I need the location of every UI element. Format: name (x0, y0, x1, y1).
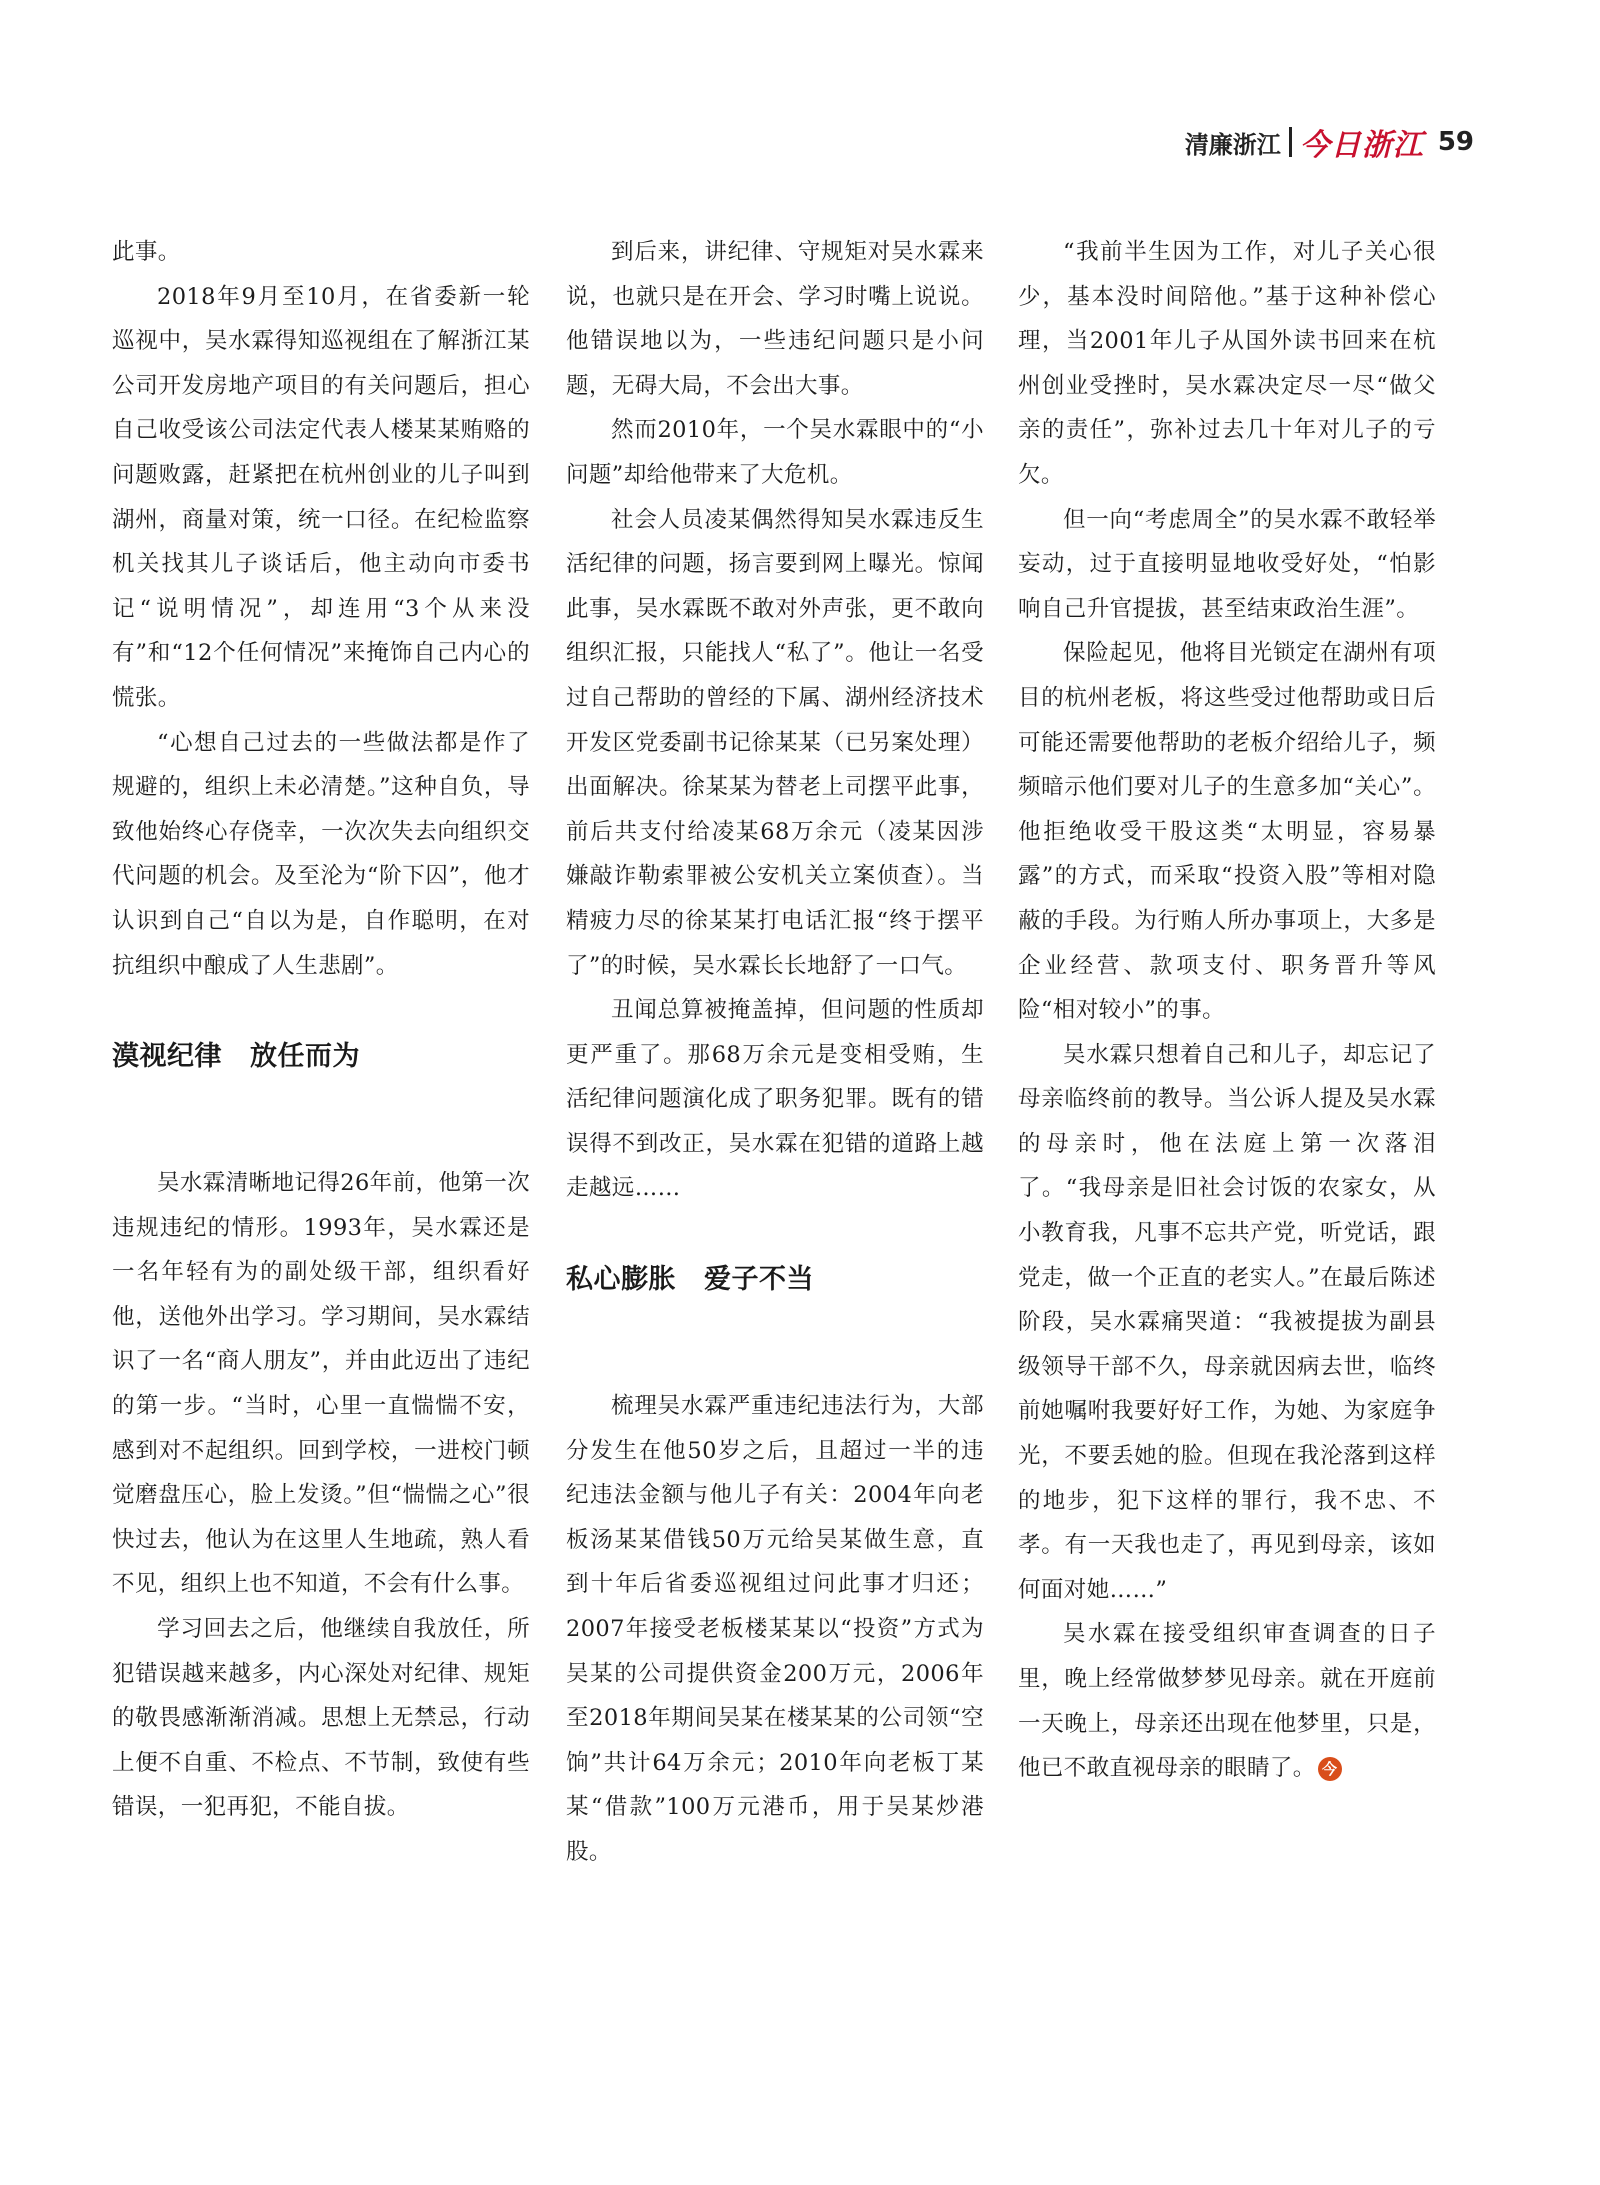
paragraph: 然而2010年，一个吴水霖眼中的“小问题”却给他带来了大危机。 (566, 417, 984, 488)
paragraph: 吴水霖清晰地记得26年前，他第一次违规违纪的情形。1993年，吴水霖还是一名年轻有为的副处级干部，组织看好他，送他外出学习。学习期间，吴水霖结识了一名“商人朋友”，并由此迈出了违纪的第一步。“当时，心里一直惴惴不安，感到对不起组织。回到学校，一进校门顿觉磨盘压心，脸上发烫。”但“惴惴之心”很快过去，他认为在这里人生地疏，熟人看不见，组织上也不知道，不会有什么事。 (112, 1170, 530, 1598)
paragraph: 到后来，讲纪律、守规矩对吴水霖来说，也就只是在开会、学习时嘴上说说。他错误地以为，一些违纪问题只是小问题，无碍大局，不会出大事。 (566, 239, 984, 399)
end-mark-icon: 今 (1318, 1757, 1342, 1781)
column-3 (1018, 230, 1436, 1791)
section-heading-part: 爱子不当 (704, 1264, 814, 1296)
paragraph: 保险起见，他将目光锁定在湖州有项目的杭州老板，将这些受过他帮助或日后可能还需要他帮助的老板介绍给儿子，频频暗示他们要对儿子的生意多加“关心”。他拒绝收受干股这类“太明显，容易暴露”的方式，而采取“投资入股”等相对隐蔽的手段。为行贿人所办事项上，大多是企业经营、款项支付、职务晋升等风险“相对较小”的事。 (1018, 640, 1436, 1024)
paragraph: 吴水霖只想着自己和儿子，却忘记了母亲临终前的教导。当公诉人提及吴水霖的母亲时，他在法庭上第一次落泪了。“我母亲是旧社会讨饭的农家女，从小教育我，凡事不忘共产党，听党话，跟党走，做一个正直的老实人。”在最后陈述阶段，吴水霖痛哭道：“我被提拔为副县级领导干部不久，母亲就因病去世，临终前她嘱咐我要好好工作，为她、为家庭争光，不要丢她的脸。但现在我沦落到这样的地步，犯下这样的罪行，我不忠、不孝。有一天我也走了，再见到母亲，该如何面对她……” (1018, 1041, 1436, 1603)
paragraph: “心想自己过去的一些做法都是作了规避的，组织上未必清楚。”这种自负，导致他始终心存侥幸，一次次失去向组织交代问题的机会。及至沦为“阶下囚”，他才认识到自己“自以为是，自作聪明，在对抗组织中酿成了人生悲剧”。 (112, 729, 530, 979)
section-heading-part: 漠视纪律 (112, 1041, 222, 1073)
paragraph: 但一向“考虑周全”的吴水霖不敢轻举妄动，过于直接明显地收受好处，“怕影响自己升官提拔，甚至结束政治生涯”。 (1018, 506, 1436, 622)
paragraph: 学习回去之后，他继续自我放任，所犯错误越来越多，内心深处对纪律、规矩的敬畏感渐渐消减。思想上无禁忌，行动上便不自重、不检点、不节制，致使有些错误，一犯再犯，不能自拔。 (112, 1616, 530, 1821)
paragraph (1018, 1612, 1436, 1790)
paragraph: 此事。 (112, 239, 181, 265)
page-number: 59 (1437, 127, 1474, 157)
header-divider (1289, 127, 1292, 157)
paragraph-text: 吴水霖在接受组织审查调查的日子里，晚上经常做梦梦见母亲。就在开庭前一天晚上，母亲还出现在他梦里，只是，他已不敢直视母亲的眼睛了。 (1018, 1621, 1436, 1782)
paragraph: 丑闻总算被掩盖掉，但问题的性质却更严重了。那68万余元是变相受贿，生活纪律问题演化成了职务犯罪。既有的错误得不到改正，吴水霖在犯错的道路上越走越远…… (566, 997, 984, 1202)
section-title: 清廉浙江 (1184, 130, 1281, 159)
column-2 (566, 230, 984, 1875)
section-heading (566, 1257, 984, 1296)
section-heading-part: 放任而为 (250, 1041, 360, 1073)
magazine-logo: 今日浙江 (1299, 128, 1424, 163)
page-header (1185, 122, 1474, 162)
section-heading (112, 1034, 530, 1073)
column-1 (112, 230, 530, 1830)
section-heading-part: 私心膨胀 (566, 1264, 676, 1296)
paragraph: 2018年9月至10月，在省委新一轮巡视中，吴水霖得知巡视组在了解浙江某公司开发房地产项目的有关问题后，担心自己收受该公司法定代表人楼某某贿赂的问题败露，赶紧把在杭州创业的儿子叫到湖州，商量对策，统一口径。在纪检监察机关找其儿子谈话后，他主动向市委书记“说明情况”，却连用“3个从来没有”和“12个任何情况”来掩饰自己内心的慌张。 (112, 283, 530, 711)
paragraph: “我前半生因为工作，对儿子关心很少，基本没时间陪他。”基于这种补偿心理，当2001年儿子从国外读书回来在杭州创业受挫时，吴水霖决定尽一尽“做父亲的责任”，弥补过去几十年对儿子的亏欠。 (1018, 239, 1436, 488)
paragraph: 社会人员凌某偶然得知吴水霖违反生活纪律的问题，扬言要到网上曝光。惊闻此事，吴水霖既不敢对外声张，更不敢向组织汇报，只能找人“私了”。他让一名受过自己帮助的曾经的下属、湖州经济技术开发区党委副书记徐某某（已另案处理）出面解决。徐某某为替老上司摆平此事，前后共支付给凌某68万余元（凌某因涉嫌敲诈勒索罪被公安机关立案侦查）。当精疲力尽的徐某某打电话汇报“终于摆平了”的时候，吴水霖长长地舒了一口气。 (566, 506, 984, 979)
paragraph: 梳理吴水霖严重违纪违法行为，大部分发生在他50岁之后，且超过一半的违纪违法金额与他儿子有关：2004年向老板汤某某借钱50万元给吴某做生意，直到十年后省委巡视组过问此事才归还；2007年接受老板楼某某以“投资”方式为吴某的公司提供资金200万元，2006年至2018年期间吴某在楼某某的公司领“空饷”共计64万余元；2010年向老板丁某某“借款”100万元港币，用于吴某炒港股。 (566, 1393, 984, 1865)
